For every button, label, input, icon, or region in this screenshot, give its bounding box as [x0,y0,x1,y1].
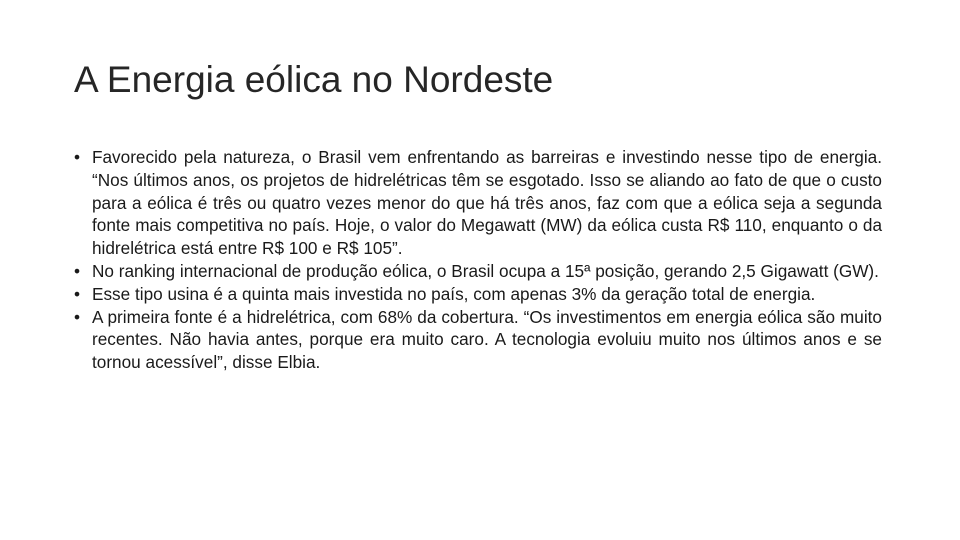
bullet-text: A primeira fonte é a hidrelétrica, com 68% da cobertura. “Os investimentos em energia eólica são muito recentes. Não havia antes, porque era muito caro. A tecnologia evoluiu muito nos últimos anos e se tornou acessível”, disse Elbia. [92,306,882,373]
bullet-marker: • [74,147,81,167]
bullet-item [74,283,882,306]
bullet-marker: • [74,260,81,281]
bullet-item [74,260,882,283]
bullet-text: Favorecido pela natureza, o Brasil vem enfrentando as barreiras e investindo nesse tipo de energia. “Nos últimos anos, os projetos de hidrelétricas têm se esgotado. Isso se aliando ao fato de que o custo para a eólica é três ou quatro vezes menor do que há três anos, faz com que a eólica seja a segunda fonte mais competitiva no país. Hoje, o valor do Megawatt (MW) da eólica custa R$ 110, enquanto o da hidrelétrica está entre R$ 100 e R$ 105”. [92,147,882,259]
bullet-marker: • [74,306,81,327]
bullet-marker: • [74,283,81,304]
bullet-item [74,306,882,374]
bullet-text: Esse tipo usina é a quinta mais investida no país, com apenas 3% da geração total de energia. [92,283,816,304]
bullet-item [74,146,882,260]
slide-title: A Energia eólica no Nordeste [74,59,554,100]
bullet-list [74,146,882,374]
bullet-text: No ranking internacional de produção eólica, o Brasil ocupa a 15ª posição, gerando 2,5 Gigawatt (GW). [92,260,879,281]
